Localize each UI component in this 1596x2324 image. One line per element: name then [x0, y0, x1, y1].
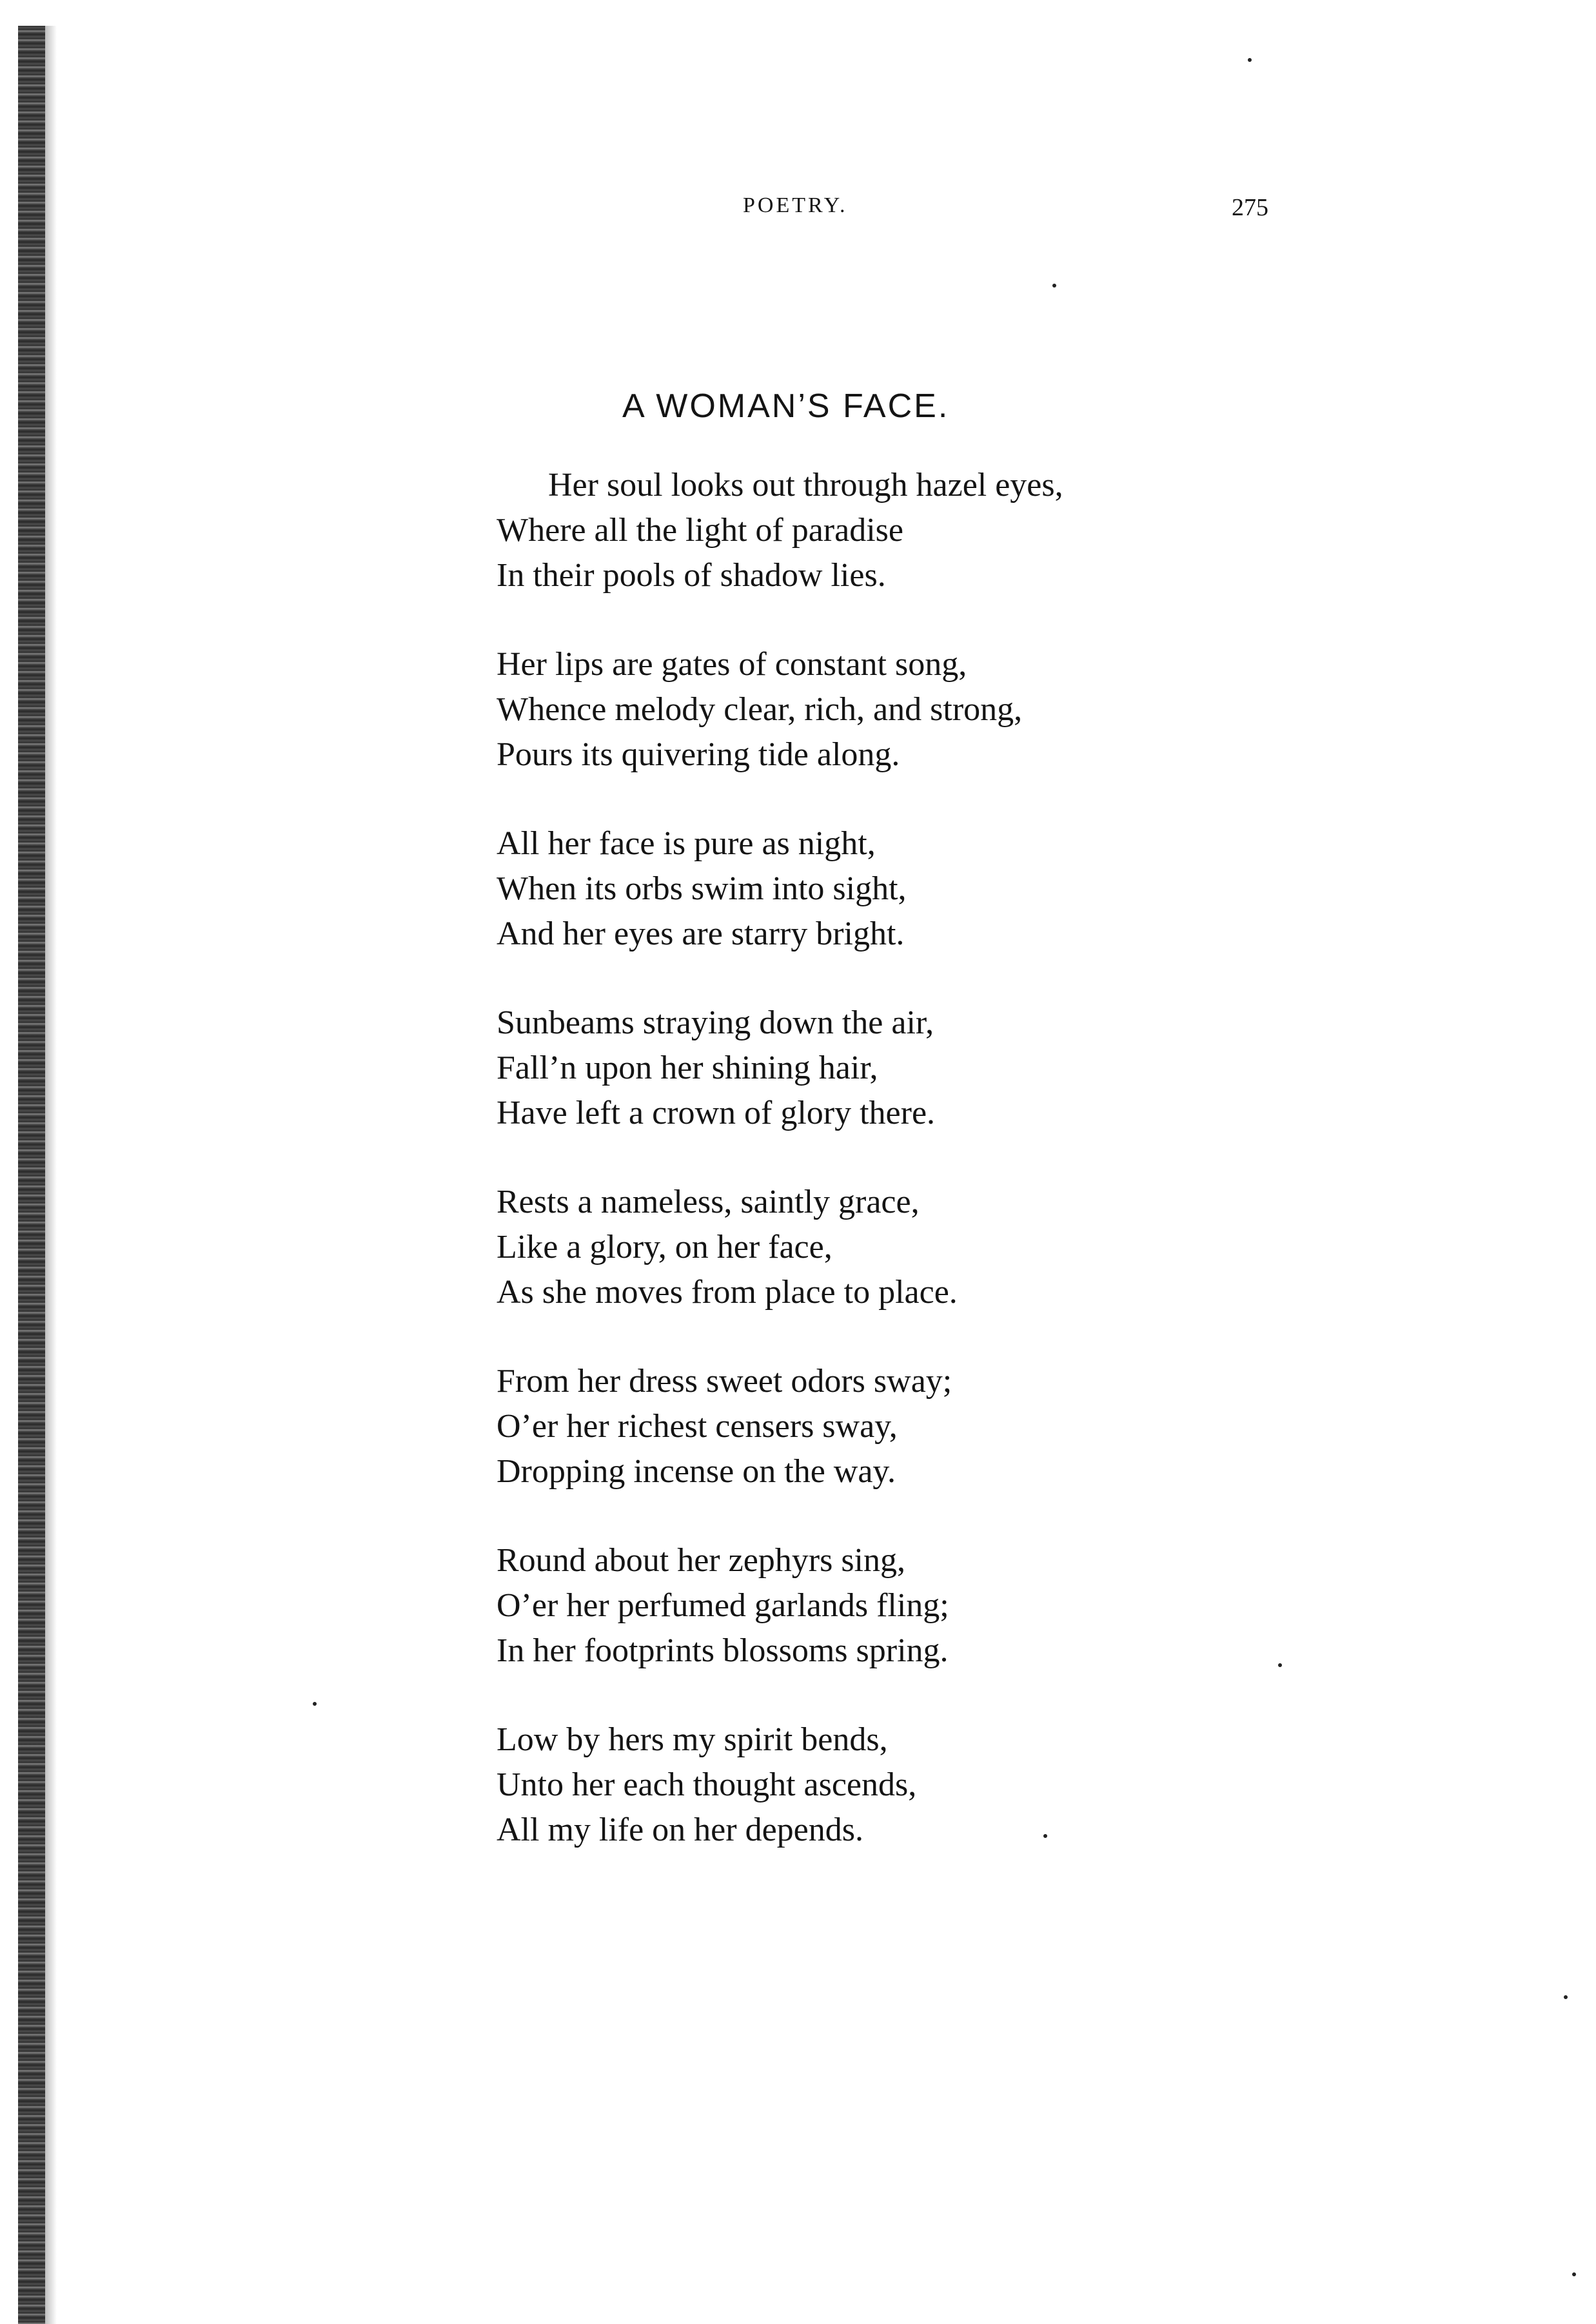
poem-line: All my life on her depends.	[497, 1811, 863, 1848]
poem-line: Fall’n upon her shining hair,	[497, 1050, 878, 1086]
poem-line: Rests a nameless, saintly grace,	[497, 1184, 920, 1220]
poem-body	[497, 463, 1238, 1897]
poem-line: Low by hers my spirit bends,	[497, 1721, 888, 1758]
poem-line: All her face is pure as night,	[497, 825, 876, 862]
poem-line: Sunbeams straying down the air,	[497, 1004, 934, 1041]
poem-line: Like a glory, on her face,	[497, 1229, 832, 1265]
poem-line: As she moves from place to place.	[497, 1274, 958, 1311]
page-number: 275	[1232, 194, 1268, 221]
poem-line: Have left a crown of glory there.	[497, 1095, 936, 1131]
binding-shadow	[45, 26, 57, 2324]
poem-line: Whence melody clear, rich, and strong,	[497, 691, 1023, 728]
stanza	[497, 1359, 1238, 1494]
poem-line: O’er her richest censers sway,	[497, 1408, 898, 1445]
stanza	[497, 1001, 1238, 1136]
scan-speck	[313, 1702, 317, 1706]
poem-line: And her eyes are starry bright.	[497, 915, 905, 952]
poem-line: Where all the light of paradise	[497, 512, 903, 549]
stanza	[497, 1717, 1238, 1853]
poem-line: O’er her perfumed garlands fling;	[497, 1587, 949, 1624]
scan-speck	[1248, 58, 1252, 62]
scan-speck	[1572, 2272, 1576, 2276]
scan-speck	[1043, 1834, 1047, 1838]
scan-speck	[1278, 1663, 1282, 1667]
poem-line: Her lips are gates of constant song,	[497, 646, 967, 683]
stanza	[497, 463, 1238, 598]
poem-line: From her dress sweet odors sway;	[497, 1363, 952, 1400]
poem-line: Unto her each thought ascends,	[497, 1766, 917, 1803]
stanza	[497, 1180, 1238, 1315]
stanza	[497, 821, 1238, 957]
poem-line: Her soul looks out through hazel eyes,	[548, 467, 1063, 503]
scan-speck	[1052, 284, 1056, 288]
poem-line: When its orbs swim into sight,	[497, 870, 907, 907]
running-title: POETRY.	[743, 193, 848, 217]
poem-title: A WOMAN’S FACE.	[622, 387, 950, 425]
poem-line: In her footprints blossoms spring.	[497, 1632, 949, 1669]
stanza	[497, 1538, 1238, 1674]
binding-edge	[18, 26, 45, 2324]
poem-line: In their pools of shadow lies.	[497, 557, 886, 594]
running-head	[0, 193, 1596, 232]
poem-line: Round about her zephyrs sing,	[497, 1542, 906, 1579]
stanza	[497, 642, 1238, 777]
poem-line: Pours its quivering tide along.	[497, 736, 900, 773]
scan-speck	[1564, 1995, 1568, 1999]
poem-line: Dropping incense on the way.	[497, 1453, 896, 1490]
